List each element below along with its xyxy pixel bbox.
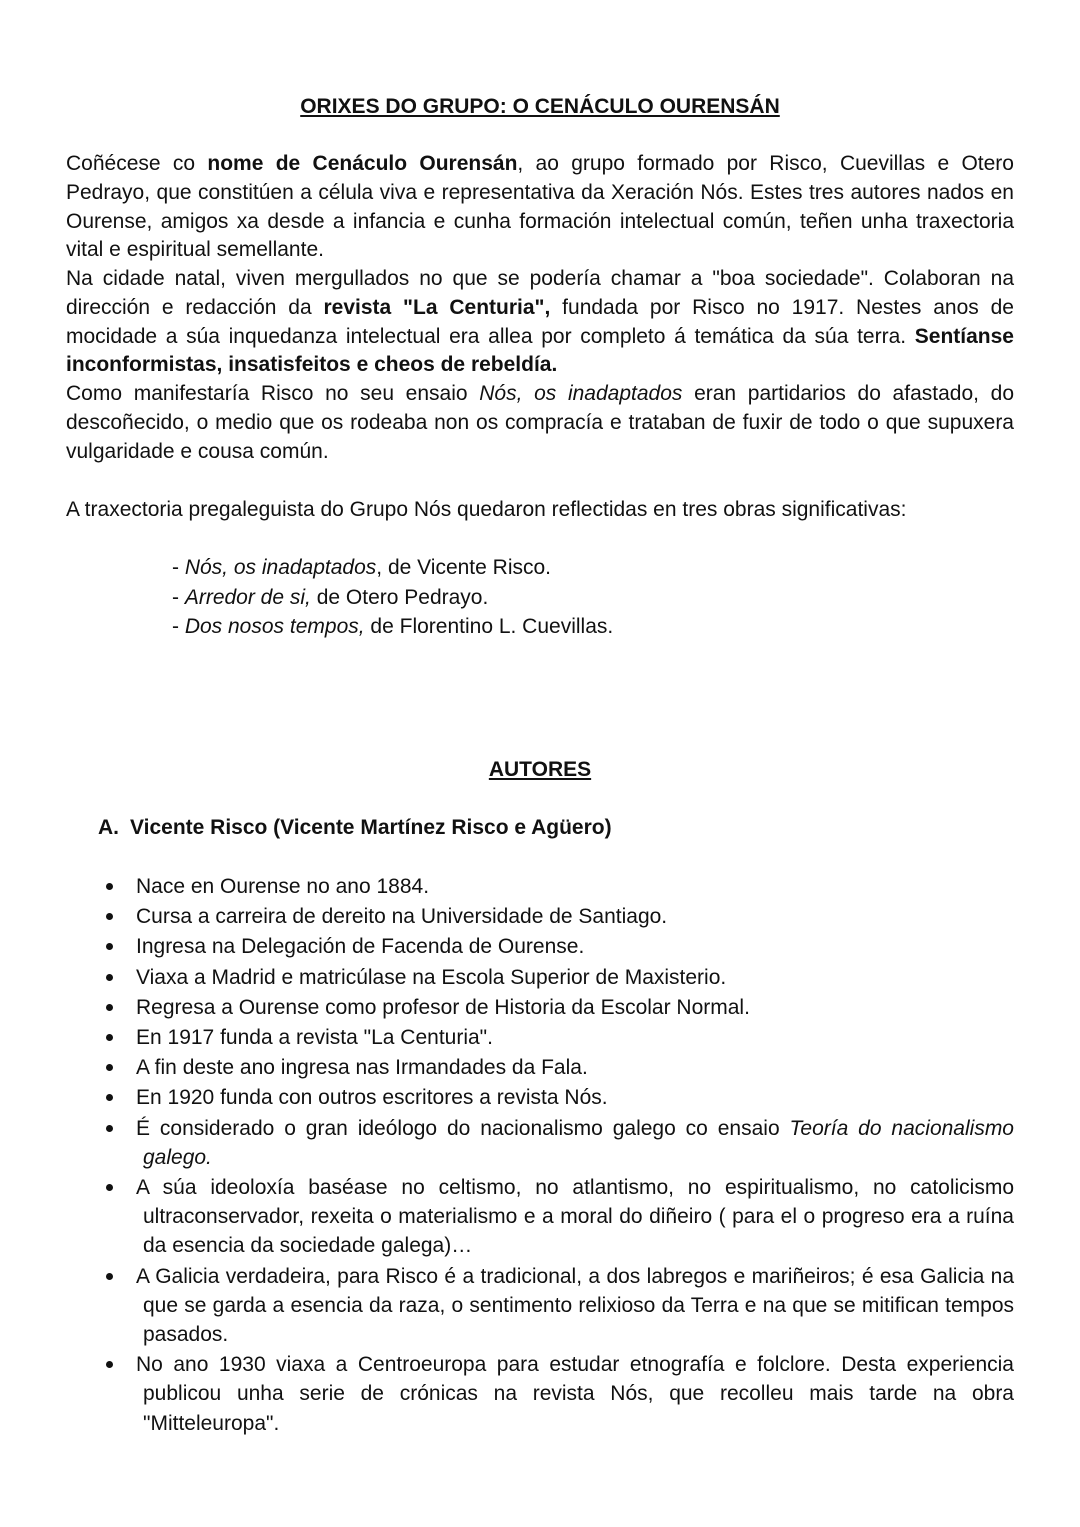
paragraph-tres-obras: A traxectoria pregaleguista do Grupo Nós quedaron reflectidas en tres obras significativas: xyxy=(66,498,907,521)
list-item-text: A Galicia verdadeira, para Risco é a tradicional, a dos labregos e mariñeiros; é esa Galicia na que se garda a esencia da raza, o sentimento relixioso da Terra e na que se mitifican tempos pasados. xyxy=(136,1264,1014,1347)
paragraph-cenaculo-intro xyxy=(66,150,1014,265)
bullet-dot-icon xyxy=(106,1125,113,1132)
work-title: Arredor de si, xyxy=(184,585,311,609)
list-item xyxy=(102,1262,1014,1350)
work-title: Dos nosos tempos, xyxy=(184,615,365,638)
bullet-dot-icon xyxy=(106,913,113,920)
paragraph-text: eran partidarios do afastado, do descoñecido, o medio que os rodeaba non os compracía e trataban de fuxir de todo o que supuxera vulgaridade e cousa común. xyxy=(66,382,1014,463)
list-item-text: A fin deste ano ingresa nas Irmandades da Fala. xyxy=(136,1056,588,1080)
bullet-dot-icon xyxy=(106,883,113,890)
work-author: de Otero Pedrayo. xyxy=(310,585,489,609)
list-item xyxy=(102,902,1014,931)
work-item xyxy=(172,553,613,583)
works-list xyxy=(172,553,613,642)
bullet-dot-icon xyxy=(106,1361,113,1368)
bullet-dot-icon xyxy=(106,943,113,950)
list-item-text: Nace en Ourense no ano 1884. xyxy=(136,875,430,898)
document-title: ORIXES DO GRUPO: O CENÁCULO OURENSÁN xyxy=(300,95,780,118)
list-item-text: Regresa a Ourense como profesor de Historia da Escolar Normal. xyxy=(136,995,750,1019)
paragraph-text: fundada por Risco no 1917. Nestes anos de mocidade a súa inquedanza intelectual era allea por completo á temática da súa terra. xyxy=(66,295,1014,348)
work-author: , de Vicente Risco. xyxy=(376,556,552,579)
work-item xyxy=(172,583,613,613)
list-item xyxy=(102,1173,1014,1261)
paragraph-bold-text: revista "La Centuria", xyxy=(323,295,551,319)
bullet-dot-icon xyxy=(106,974,113,981)
paragraph-text: , ao grupo formado por Risco, Cuevillas e Otero Pedrayo, que constitúen a célula viva e representativa da Xeración Nós. Estes tres autores nados en Ourense, amigos xa desde a infancia e cunha formación intelectual común, teñen unha traxectoria vital e espiritual semellante. xyxy=(66,152,1014,262)
list-item xyxy=(102,872,1014,901)
author-name: Vicente Risco (Vicente Martínez Risco e Agüero) xyxy=(130,816,612,839)
paragraph-inadaptados xyxy=(66,380,1014,466)
list-item xyxy=(102,1350,1014,1438)
paragraph-text: Coñécese co xyxy=(66,152,208,175)
paragraph-la-centuria xyxy=(66,265,1014,380)
list-item-text: Cursa a carreira de dereito na Universidade de Santiago. xyxy=(136,905,668,929)
paragraph-text: Na cidade natal, viven mergullados no que se podería chamar a "boa sociedade". Colaboran na dirección e redacción da xyxy=(66,267,1014,319)
paragraph-text: Como manifestaría Risco no seu ensaio xyxy=(66,382,480,405)
list-item xyxy=(102,1083,1014,1112)
list-item-text: Ingresa na Delegación de Facenda de Ourense. xyxy=(136,935,585,959)
list-item xyxy=(102,1023,1014,1052)
list-item-text: En 1917 funda a revista "La Centuria". xyxy=(136,1026,493,1050)
author-facts-list xyxy=(102,872,1014,1439)
work-item xyxy=(172,612,613,642)
list-item-text: Viaxa a Madrid e matricúlase na Escola Superior de Maxisterio. xyxy=(136,965,727,989)
list-item xyxy=(102,1114,1014,1172)
list-item-text-italic: Teoría do nacionalismo galego. xyxy=(143,1116,1014,1169)
bullet-dot-icon xyxy=(106,1034,113,1041)
author-heading xyxy=(98,814,612,842)
list-item xyxy=(102,932,1014,961)
list-item xyxy=(102,963,1014,992)
paragraph-italic-text: Nós, os inadaptados xyxy=(479,382,683,405)
list-item xyxy=(102,993,1014,1022)
bullet-dot-icon xyxy=(106,1184,113,1191)
list-item-text xyxy=(136,1114,1014,1172)
paragraph-bold-text: Sentíanse inconformistas, insatisfeitos e cheos de rebeldía. xyxy=(66,324,1014,377)
work-dash: - xyxy=(172,585,185,609)
bullet-dot-icon xyxy=(106,1004,113,1011)
list-item-text: A súa ideoloxía baséase no celtismo, no atlantismo, no espiritualismo, no catolicismo ultraconservador, rexeita o materialismo e a moral do diñeiro ( para el o progreso era a ruína da esencia da sociedade galega)… xyxy=(136,1176,1014,1258)
paragraph-bold-text: nome de Cenáculo Ourensán xyxy=(207,152,518,175)
list-item-text: En 1920 funda con outros escritores a revista Nós. xyxy=(136,1086,608,1110)
work-author: de Florentino L. Cuevillas. xyxy=(364,615,614,638)
author-letter: A. xyxy=(98,816,119,839)
work-dash: - xyxy=(172,615,185,638)
work-dash: - xyxy=(172,556,185,579)
section-title-autores: AUTORES xyxy=(488,758,592,781)
bullet-dot-icon xyxy=(106,1273,113,1280)
list-item-text: No ano 1930 viaxa a Centroeuropa para estudar etnografía e folclore. Desta experiencia publicou unha serie de crónicas na revista Nós, que recolleu mais tarde na obra "Mitteleuropa". xyxy=(136,1353,1014,1435)
list-item-text-plain: É considerado o gran ideólogo do nacionalismo galego co ensaio xyxy=(136,1116,790,1140)
bullet-dot-icon xyxy=(106,1094,113,1101)
list-item xyxy=(102,1053,1014,1082)
bullet-dot-icon xyxy=(106,1064,113,1071)
work-title: Nós, os inadaptados xyxy=(184,556,377,579)
